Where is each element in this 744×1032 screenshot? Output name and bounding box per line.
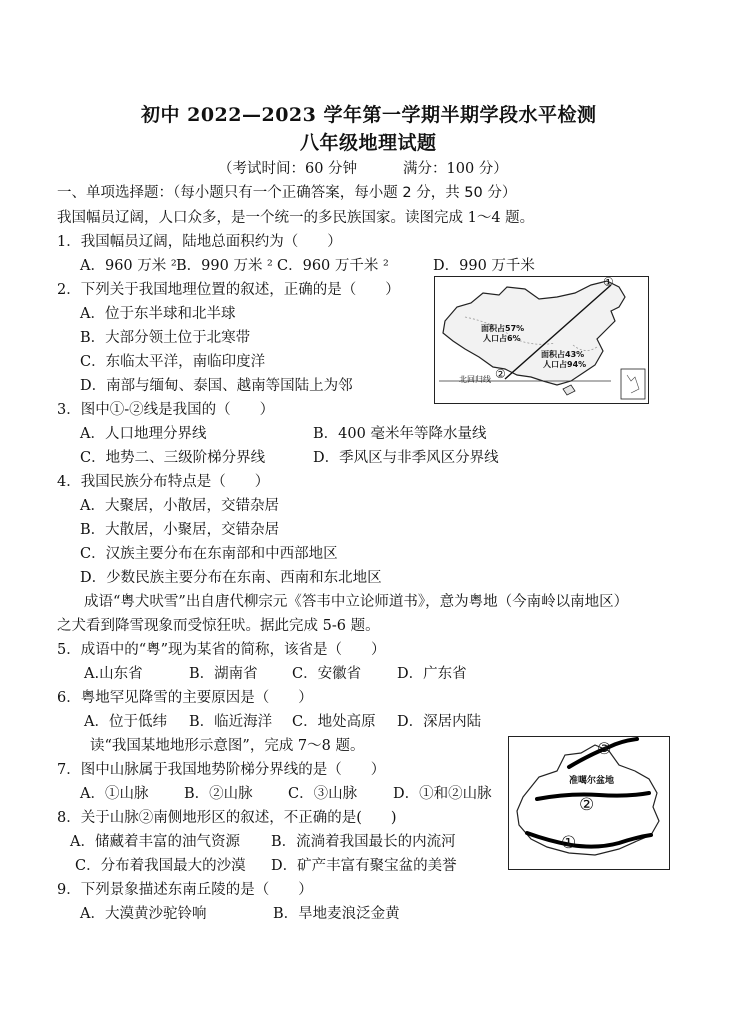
q3-option-c[interactable]: C．地势二、三级阶梯分界线 [80,450,266,466]
q6-option-d[interactable]: D．深居内陆 [397,714,482,730]
q7-stem: 7．图中山脉属于我国地势阶梯分界线的是（ ） [57,762,386,778]
east-area-label: 面积占43% [541,350,585,359]
q4-option-d[interactable]: D．少数民族主要分布在东南、西南和东北地区 [80,570,382,586]
q2-stem: 2．下列关于我国地理位置的叙述，正确的是（ ） [57,282,400,298]
q9-stem: 9．下列景象描述东南丘陵的是（ ） [57,882,313,898]
section-heading: 一、单项选择题：（每小题只有一个正确答案，每小题 2 分，共 50 分） [57,185,517,201]
map1-mark-2: ② [495,367,506,381]
q8-option-c[interactable]: C．分布着我国最大的沙漠 [75,858,246,874]
intro-2-line-1: 成语“粤犬吠雪”出自唐代柳宗元《答韦中立论师道书》，意为粤地（今南岭以南地区） [84,594,629,610]
q1-stem: 1．我国幅员辽阔，陆地总面积约为（ ） [57,234,342,250]
q4-stem: 4．我国民族分布特点是（ ） [57,474,270,490]
q8-stem: 8．关于山脉②南侧地形区的叙述，不正确的是( ) [57,810,397,826]
map1-mark-1: ① [603,275,614,289]
q2-option-c[interactable]: C．东临太平洋，南临印度洋 [80,354,266,370]
west-population-label: 人口占6% [483,334,521,343]
q1-option-b[interactable]: B．990 万米 ² [176,258,273,274]
intro-2-line-2: 之犬看到降雪现象而受惊狂吠。据此完成 5-6 题。 [57,618,380,634]
q6-option-a[interactable]: A．位于低纬 [84,714,167,730]
map2-mark-1: ① [561,833,577,853]
q7-option-a[interactable]: A．①山脉 [80,786,149,802]
q7-option-c[interactable]: C．③山脉 [288,786,358,802]
terrain-map-figure [508,736,670,870]
q8-option-b[interactable]: B．流淌着我国最长的内流河 [271,834,456,850]
map2-mark-3: ③ [597,739,612,758]
q5-option-a[interactable]: A.山东省 [84,666,143,682]
q6-option-b[interactable]: B．临近海洋 [189,714,273,730]
q3-option-a[interactable]: A．人口地理分界线 [80,426,207,442]
q7-option-d[interactable]: D．①和②山脉 [393,786,492,802]
q4-option-c[interactable]: C．汉族主要分布在东南部和中西部地区 [80,546,338,562]
map2-mark-2: ② [579,795,595,815]
q3-stem: 3．图中①-②线是我国的（ ） [57,402,275,418]
q6-stem: 6．粤地罕见降雪的主要原因是（ ） [57,690,313,706]
q5-option-b[interactable]: B．湖南省 [189,666,258,682]
q2-option-d[interactable]: D．南部与缅甸、泰国、越南等国陆上为邻 [80,378,353,394]
q9-option-a[interactable]: A．大漠黄沙驼铃响 [80,906,207,922]
q2-option-b[interactable]: B．大部分领土位于北寒带 [80,330,251,346]
exam-score: 满分：100 分） [403,161,508,177]
q8-option-d[interactable]: D．矿产丰富有聚宝盆的美誉 [271,858,457,874]
q4-option-a[interactable]: A．大聚居，小散居，交错杂居 [80,498,279,514]
q3-option-b[interactable]: B．400 毫米年等降水量线 [313,426,487,442]
exam-subtitle: 八年级地理试题 [300,132,437,154]
east-population-label: 人口占94% [543,360,587,369]
q2-option-a[interactable]: A．位于东半球和北半球 [80,306,236,322]
q7-option-b[interactable]: B．②山脉 [184,786,253,802]
exam-time: （考试时间：60 分钟 [218,161,358,177]
west-area-label: 面积占57% [481,324,525,333]
q1-option-a[interactable]: A．960 万米 ² [80,258,177,274]
q4-option-b[interactable]: B．大散居，小聚居，交错杂居 [80,522,280,538]
q8-option-a[interactable]: A．储藏着丰富的油气资源 [70,834,240,850]
q5-stem: 5．成语中的“粤”现为某省的简称，该省是（ ） [57,642,386,658]
intro-1: 我国幅员辽阔，人口众多，是一个统一的多民族国家。读图完成 1～4 题。 [57,210,535,226]
q1-option-d[interactable]: D．990 万千米 [433,258,535,274]
tropic-of-cancer-label: 北回归线 [459,375,491,384]
q3-option-d[interactable]: D．季风区与非季风区分界线 [313,450,499,466]
q1-option-c[interactable]: C．960 万千米 ² [277,258,389,274]
q6-option-c[interactable]: C．地处高原 [292,714,376,730]
exam-title: 初中 2022—2023 学年第一学期半期学段水平检测 [141,104,597,126]
q9-option-b[interactable]: B．旱地麦浪泛金黄 [273,906,400,922]
intro-3: 读“我国某地地形示意图”，完成 7～8 题。 [90,738,365,754]
junggar-basin-label: 准噶尔盆地 [569,776,615,786]
china-map-figure [434,276,649,404]
q5-option-c[interactable]: C．安徽省 [292,666,362,682]
q5-option-d[interactable]: D．广东省 [397,666,467,682]
